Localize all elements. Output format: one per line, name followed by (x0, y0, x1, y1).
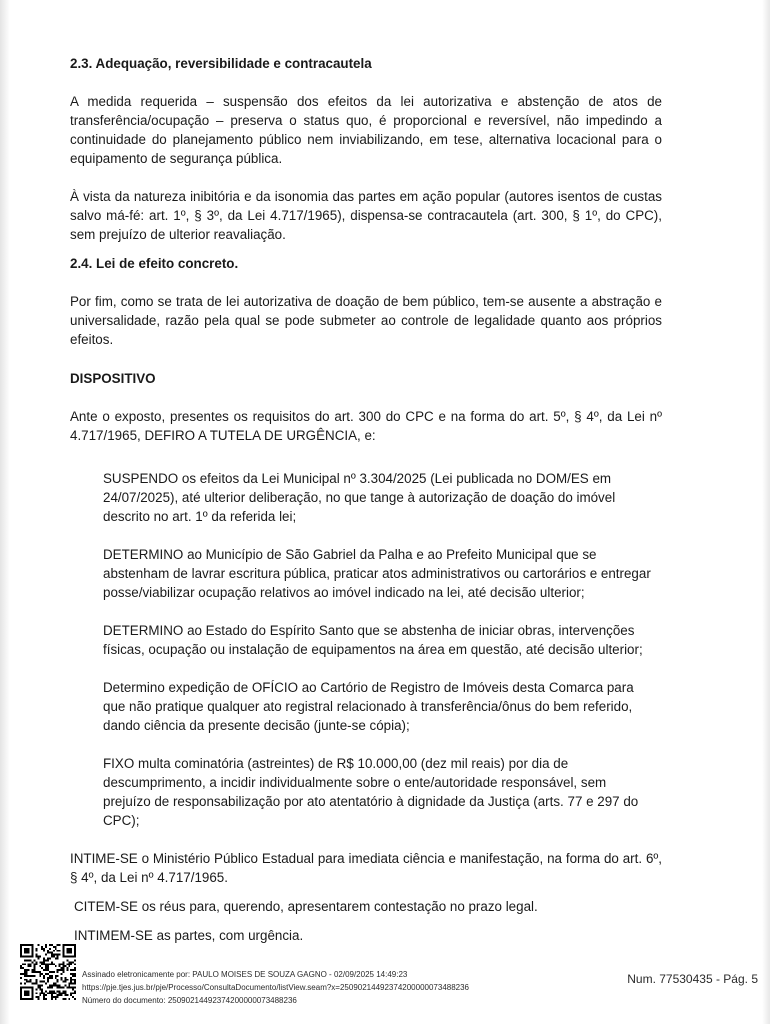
list-item-oficio: Determino expedição de OFÍCIO ao Cartório de Registro de Imóveis desta Comarca para que não pratique qualquer ato registral relacionado à transferência/ônus do bem referido, dando ciência da presente decisão (junte-se cópia); (103, 680, 634, 733)
document-page (70, 54, 662, 945)
page-number: Num. 77530435 - Pág. 5 (627, 972, 758, 986)
document-url-link[interactable]: https://pje.tjes.jus.br/pje/Processo/ConsultaDocumento/listView.seam?x=25090214492374200000073488236 (82, 983, 470, 992)
page-edge-shadow-right (762, 0, 770, 1024)
qr-code-icon (20, 944, 76, 1000)
list-item-determino-estado: DETERMINO ao Estado do Espírito Santo que se abstenha de iniciar obras, intervenções físicas, ocupação ou instalação de equipamentos na área em questão, até decisão ulterior; (103, 623, 643, 657)
list-item-determino-municipio: DETERMINO ao Município de São Gabriel da Palha e ao Prefeito Municipal que se abstenham de lavrar escritura pública, praticar atos administrativos ou cartorários e entregar posse/viabilizar ocupação relativos ao imóvel indicado na lei, até decisão ulterior; (103, 547, 651, 600)
signed-by-line: Assinado eletronicamente por: PAULO MOISES DE SOUZA GAGNO - 02/09/2025 14:49:23 (82, 970, 408, 979)
section-2-3-paragraph-1: A medida requerida – suspensão dos efeitos da lei autorizativa e abstenção de atos de transferência/ocupação – preserva o status quo, é proporcional e reversível, não impedindo a continuidade do planejamento público nem inviabilizando, em tese, alternativa locacional para o equipamento de segurança pública. (70, 94, 662, 166)
section-2-4-title: 2.4. Lei de efeito concreto. (70, 256, 239, 271)
section-2-3-title: 2.3. Adequação, reversibilidade e contracautela (70, 56, 372, 71)
intime-paragraph: INTIME-SE o Ministério Público Estadual para imediata ciência e manifestação, na forma do art. 6º, § 4º, da Lei nº 4.717/1965. (70, 851, 662, 885)
intimem-paragraph: INTIMEM-SE as partes, com urgência. (74, 928, 304, 943)
document-number: Número do documento: 25090214492374200000073488236 (82, 996, 297, 1005)
signature-info (82, 968, 469, 1007)
page-edge-shadow-left (0, 0, 10, 1024)
dispositivo-title: DISPOSITIVO (70, 371, 156, 386)
list-item-multa: FIXO multa cominatória (astreintes) de R$ 10.000,00 (dez mil reais) por dia de descumprimento, a incidir individualmente sobre o ente/autoridade responsável, sem prejuízo de responsabilização por ato atentatório à dignidade da Justiça (arts. 77 e 297 do CPC); (103, 756, 639, 828)
signature-footer (20, 944, 760, 1010)
section-2-4-paragraph: Por fim, como se trata de lei autorizativa de doação de bem público, tem-se ausente a abstração e universalidade, razão pela qual se pode submeter ao controle de legalidade quanto aos próprios efeitos. (70, 294, 662, 347)
list-item-suspendo: SUSPENDO os efeitos da Lei Municipal nº 3.304/2025 (Lei publicada no DOM/ES em 24/07/2025), até ulterior deliberação, no que tange à autorização de doação do imóvel descrito no art. 1º da referida lei; (103, 471, 616, 524)
dispositivo-intro: Ante o exposto, presentes os requisitos do art. 300 do CPC e na forma do art. 5º, § 4º, da Lei nº 4.717/1965, DEFIRO A TUTELA DE URGÊNCIA, e: (70, 409, 662, 443)
section-2-3-paragraph-2: À vista da natureza inibitória e da isonomia das partes em ação popular (autores isentos de custas salvo má-fé: art. 1º, § 3º, da Lei 4.717/1965), dispensa-se contracautela (art. 300, § 1º, do CPC), sem prejuízo de ulterior reavaliação. (70, 189, 662, 242)
citem-paragraph: CITEM-SE os réus para, querendo, apresentarem contestação no prazo legal. (74, 899, 538, 914)
